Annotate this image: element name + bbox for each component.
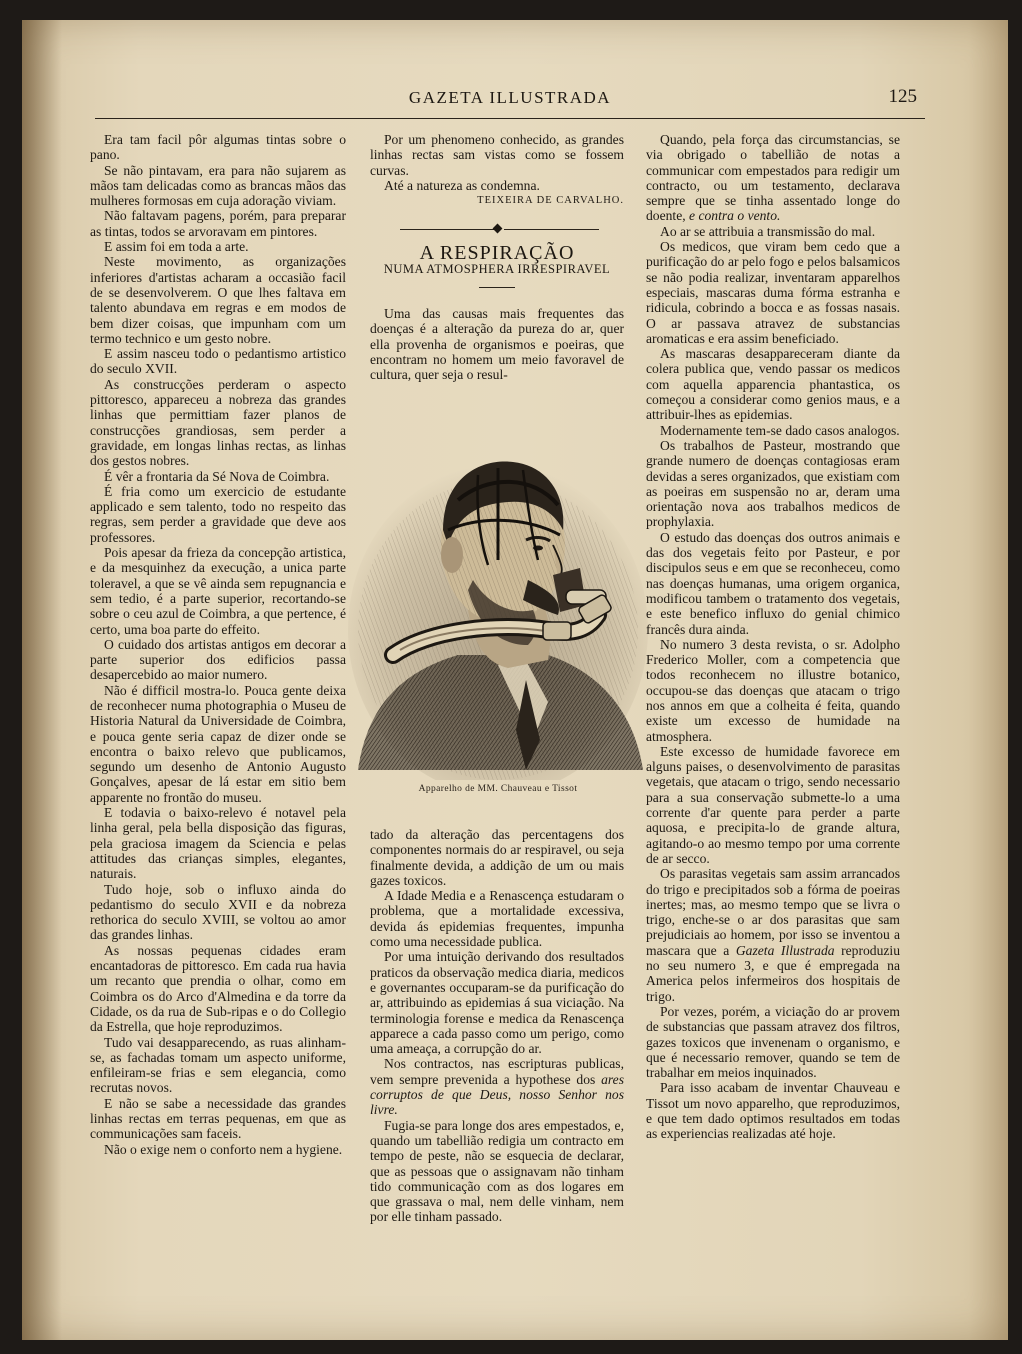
article-subtitle: NUMA ATMOSPHERA IRRESPIRAVEL (383, 261, 611, 276)
paragraph: Os medicos, que viram bem cedo que a purificação do ar pelo fogo e pelos balsamicos se não podia realizar, inventaram apparelhos especiais, mascaras duma fórma estranha e ridicula, cobrindo a bocca e as fossas nasais. O ar passava atravez de substancias aromaticas e era assim beneficiado. (646, 239, 900, 346)
paragraph: E todavia o baixo-relevo é notavel pela linha geral, pela bella disposição das figuras, pela graciosa imagem da Sciencia e pelas attitudes das crianças simples, elegantes, naturais. (90, 805, 346, 882)
paragraph: Tudo hoje, sob o influxo ainda do pedantismo do seculo XVII e da nobreza rethorica do seculo XVIII, se voltou ao amor das grandes linhas. (90, 881, 346, 943)
paragraph (370, 1056, 624, 1117)
column-2-bottom (370, 827, 624, 1225)
text-run: reproduziu no seu numero 3, e que é empregada na America pelos infermeiros dos hospitais de trigo. (646, 942, 900, 1004)
paragraph: E assim foi em toda a arte. (104, 239, 249, 255)
paragraph: E não se sabe a necessidade das grandes linhas rectas em terras pequenas, em que as communicações sam faceis. (90, 1095, 346, 1142)
paragraph: Por uma intuição derivando dos resultados praticos da observação medica diaria, medicos e governantes occuparam-se da purificação do ar, attribuindo as epidemias á sua viciação. Na terminologia forense e medica da Renascença apparece a cada passo como um perigo, como uma ameaça, a corrupção do ar. (370, 949, 624, 1057)
paragraph: A Idade Media e a Renascença estudaram o problema, que a mortalidade excessiva, devida ás epidemias frequentes, impunha como uma necessidade publica. (370, 888, 624, 950)
paragraph: É fria como um exercicio de estudante applicado e sem talento, todo no respeito das regras, sem perder a gravidade que deve aos professores. (90, 483, 346, 545)
paragraph: Não é difficil mostra-lo. Pouca gente deixa de reconhecer numa photographia o Museu de Historia Natural da Universidade de Coimbra, e pouca gente seria capaz de dizer onde se encontra o baixo relevo que publicamos, segundo um desenho de Antonio Augusto Gonçalves, apesar de lá estar em sitio bem apparente no frontão do museu. (90, 682, 346, 805)
paragraph: Modernamente tem-se dado casos analogos. (660, 422, 900, 438)
engraving-man-with-breathing-apparatus-icon (348, 440, 648, 780)
paragraph: As mascaras desappareceram diante da colera publica que, vendo passar os medicos com aquella apparencia phantastica, os começou a considerar como genios maus, e a attribuir-lhes as epidemias. (646, 346, 900, 423)
paragraph: Por um phenomeno conhecido, as grandes linhas rectas sam vistas como se fossem curvas. (370, 132, 624, 178)
paragraph: Os trabalhos de Pasteur, mostrando que grande numero de doenças contagiosas eram devidas a seres organizados, que existiam com as poeiras em suspensão no ar, deram uma orientação nova aos trabalhos medicos de prophylaxia. (646, 437, 900, 530)
paragraph: O estudo das doenças dos outros animais e das dos vegetais feito por Pasteur, e por discipulos seus e em que se reconheceu, como nas doenças humanas, uma origem organica, modificou tambem o tratamento dos vegetais, e este benefico influxo do genial chimico francês dura ainda. (646, 529, 900, 637)
paragraph: Este excesso de humidade favorece em alguns paises, o desenvolvimento de parasitas vegetais, que atacam o trigo, sendo necessario para a sua conservação submette-lo a uma corrente d'ar quente para perder a parte aquosa, e precipita-lo de grande altura, agitando-o ao mesmo tempo por uma corrente de ar secco. (646, 743, 900, 866)
paragraph: Por vezes, porém, a viciação do ar provem de substancias que passam atravez dos filtros, gazes toxicos que invenenam o organismo, e que é necessario remover, quando se tem de trabalhar em meios inquinados. (646, 1003, 900, 1081)
paragraph (646, 132, 900, 224)
figure-caption: Apparelho de MM. Chauveau e Tissot (418, 784, 578, 794)
paragraph: Se não pintavam, era para não sujarem as mãos tam delicadas como as brancas mãos das mulheres formosas em cuja adoração viviam. (90, 162, 346, 209)
column-2-top (370, 132, 624, 383)
paragraph: As nossas pequenas cidades eram encantadoras de pittoresco. Em cada rua havia um recanto que prendia o olhar, como em Coimbra os do Arco d'Almedina e da torre da Cidade, os da rua de Sub-ripas e o do Collegio da Estrella, que hoje reproduzimos. (90, 942, 346, 1035)
paragraph: Não o exige nem o conforto nem a hygiene. (104, 1141, 343, 1157)
text-run: Os parasitas vegetais sam assim arrancados do trigo e precipitados sob a fórma de poeiras inertes; mas, ao mesmo tempo que se livra o trigo, enche-se o ar dos parasitas que sam prejudiciais ao homem, por isso se inventou a mascara que a (646, 866, 900, 958)
section-divider (370, 222, 624, 236)
paragraph: Ao ar se attribuia a transmissão do mal. (660, 223, 876, 239)
page-header (95, 78, 925, 118)
italic-phrase: e contra o vento. (689, 208, 781, 224)
page-number: 125 (888, 86, 917, 107)
running-title: GAZETA ILLUSTRADA (408, 88, 612, 107)
paragraph: E assim nasceu todo o pedantismo artistico do seculo XVII. (90, 346, 346, 377)
text-run: Quando, pela força das circumstancias, se via obrigado o tabellião de notas a communicar com empestados para redigir um contracto, ou um testamento, declarava sempre que se tinha assentado longe do doente, (646, 132, 900, 224)
paragraph: As construcções perderam o aspecto pittoresco, appareceu a nobreza das grandes linhas que permittiam fazer planos de construcções grandiosas, sem perder a gravidade, em longas linhas rectas, as linhas dos gestos nobres. (90, 376, 346, 469)
article-title: A RESPIRAÇÃO (419, 242, 575, 265)
paragraph: Não faltavam pagens, porém, para preparar as tintas, todos se arvoravam em pintores. (90, 208, 346, 239)
illustration (348, 440, 648, 800)
italic-publication: Gazeta Illustrada (735, 942, 835, 958)
paragraph: tado da alteração das percentagens dos componentes normais do ar respiravel, ou seja finalmente devida, a addição de um ou mais gazes toxicos. (370, 827, 624, 888)
paragraph: Até a natureza as condemna. (384, 177, 540, 193)
paragraph: Pois apesar da frieza da concepção artistica, e da mesquinhez da execução, a unica parte toleravel, a que se vê ainda sem repugnancia e sem tedio, é a parte superior, recortando-se sobre o ceu azul de Coimbra, a que pertence, é certo, uma boa parte do effeito. (90, 545, 346, 637)
paragraph: O cuidado dos artistas antigos em decorar a parte superior dos edificios passa desapercebido ao maior numero. (90, 636, 346, 683)
paragraph: Neste movimento, as organizações inferiores d'artistas acharam a occasião facil de se desenvolverem. O que lhes faltava em talento abundava em regras e em modos de bem dizer coisas, que impunham com um termo technico e um gesto nobre. (90, 254, 346, 346)
header-rule (95, 118, 925, 119)
column-3 (646, 132, 900, 1142)
diamond-ornament-icon (493, 224, 503, 234)
paragraph: No numero 3 desta revista, o sr. Adolpho Frederico Moller, com a competencia que todos reconhecem no illustre botanico, occupou-se das doenças que atacam o trigo nos annos em que a colheita é feita, quando existe um excesso de humidade na atmosphera. (646, 636, 900, 744)
paragraph: Fugia-se para longe dos ares empestados, e, quando um tabellião redigia um contracto em tempo de peste, não se esquecia de declarar, que as pessoas que o assignavam não tinham tido communicação com as dos logares em que grassava o mal, nem delle vinham, nem por elle tinham passado. (370, 1117, 624, 1225)
paragraph: Para isso acabam de inventar Chauveau e Tissot um novo apparelho, que reproduzimos, e que tem dado optimos resultados em todas as experiencias realizadas até hoje. (646, 1080, 900, 1142)
paragraph (646, 866, 900, 1004)
text-run: Nos contractos, nas escripturas publicas, vem sempre prevenida a hypothese dos (370, 1056, 624, 1087)
column-1 (90, 132, 346, 1157)
author-signature: TEIXEIRA DE CARVALHO. (477, 195, 624, 207)
paragraph: Era tam facil pôr algumas tintas sobre o pano. (90, 132, 346, 163)
binding-shadow (22, 20, 62, 1340)
paragraph: É vêr a frontaria da Sé Nova de Coimbra. (104, 468, 330, 484)
paragraph: Tudo vai desapparecendo, as ruas alinham-se, as fachadas tomam um aspecto uniforme, enfileiram-se frias e sem elegancia, como recrutas novos. (90, 1034, 346, 1096)
italic-quote: ares corruptos de que Deus, nosso Senhor nos livre. (370, 1071, 624, 1118)
paragraph: Uma das causas mais frequentes das doenças é a alteração da pureza do ar, quer ella provenha de organismos e poeiras, que encontram no homem um meio favoravel de cultura, quer seja o resul- (370, 306, 624, 383)
title-rule (479, 287, 515, 288)
